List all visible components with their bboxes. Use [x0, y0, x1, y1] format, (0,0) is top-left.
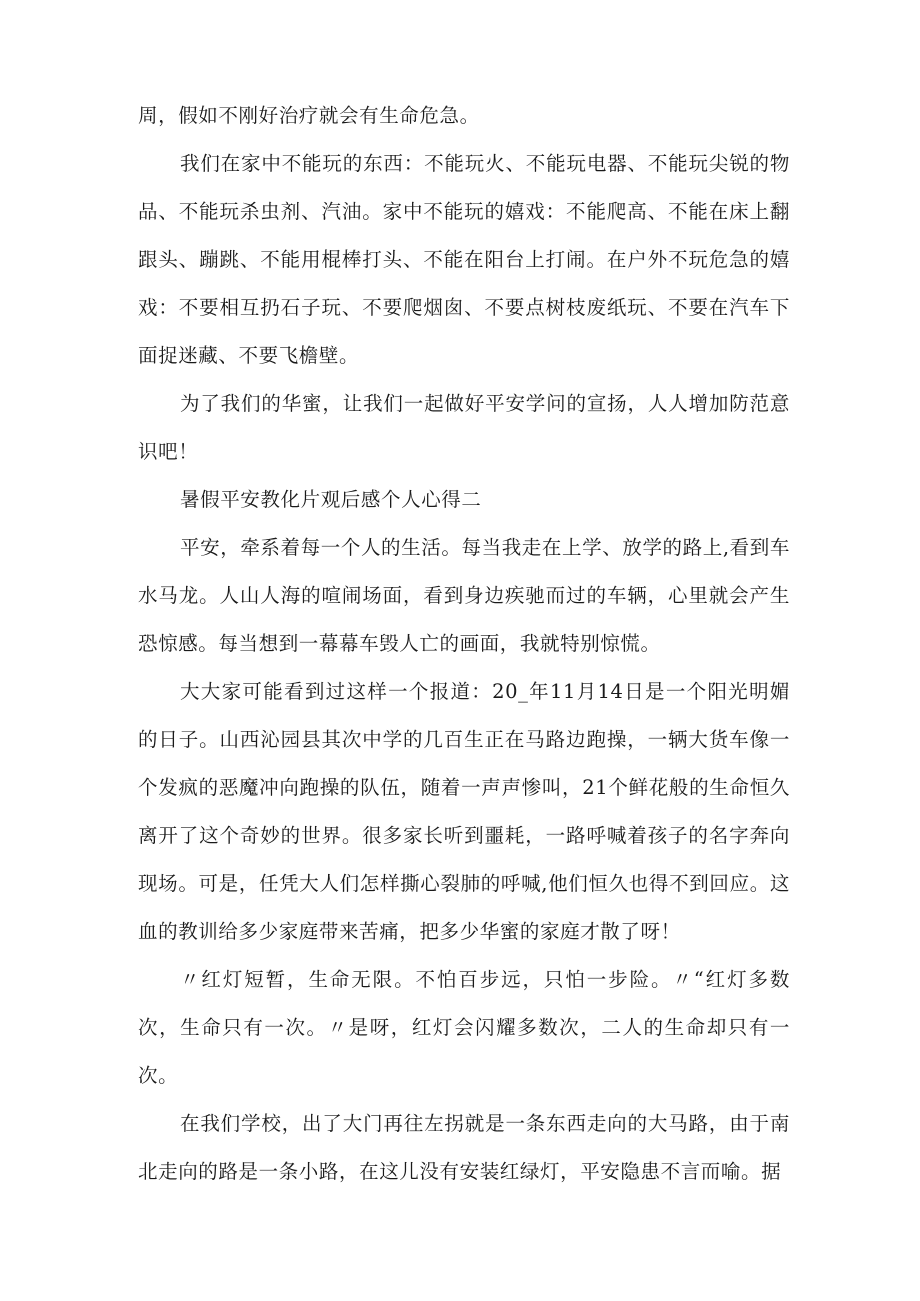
- document-body: [138, 92, 790, 1196]
- paragraph-accident-report: 大大家可能看到过这样一个报道：20_年11月14日是一个阳光明媚的日子。山西沁园县其次中学的几百生正在马路边跑操，一辆大货车像一个发疯的恶魔冲向跑操的队伍，随着一声声惨叫，21个鲜花般的生命恒久离开了这个奇妙的世界。很多家长听到噩耗，一路呼喊着孩子的名字奔向现场。可是，任凭大人们怎样撕心裂肺的呼喊,他们恒久也得不到回应。这血的教训给多少家庭带来苦痛，把多少华蜜的家庭才散了呀！: [138, 680, 790, 943]
- paragraph-red-light-slogan: 〃红灯短暂，生命无限。不怕百步远，只怕一步险。〃“红灯多数次，生命只有一次。〃是呀，红灯会闪耀多数次，二人的生命却只有一次。: [138, 968, 790, 1087]
- paragraph-safety-awareness: 为了我们的华蜜，让我们一起做好平安学问的宣扬，人人增加防范意识吧！: [138, 392, 790, 463]
- section-heading: 暑假平安教化片观后感个人心得二: [180, 488, 482, 511]
- paragraph-home-safety-rules: 我们在家中不能玩的东西：不能玩火、不能玩电器、不能玩尖锐的物品、不能玩杀虫剂、汽油。家中不能玩的嬉戏：不能爬高、不能在床上翻跟头、蹦跳、不能用棍棒打头、不能在阳台上打闹。在户外不玩危急的嬉戏：不要相互扔石子玩、不要爬烟囱、不要点树枝废纸玩、不要在汽车下面捉迷藏、不要飞檐壁。: [138, 152, 790, 367]
- paragraph-traffic-fear: 平安，牵系着每一个人的生活。每当我走在上学、放学的路上,看到车水马龙。人山人海的喧闹场面，看到身边疾驰而过的车辆，心里就会产生恐惊感。每当想到一幕幕车毁人亡的画面，我就特别惊慌。: [138, 536, 790, 655]
- paragraph-school-road: 在我们学校，出了大门再往左拐就是一条东西走向的大马路，由于南北走向的路是一条小路，在这儿没有安装红绿灯，平安隐患不言而喻。据: [138, 1112, 790, 1183]
- paragraph-continuation: 周，假如不刚好治疗就会有生命危急。: [138, 104, 480, 127]
